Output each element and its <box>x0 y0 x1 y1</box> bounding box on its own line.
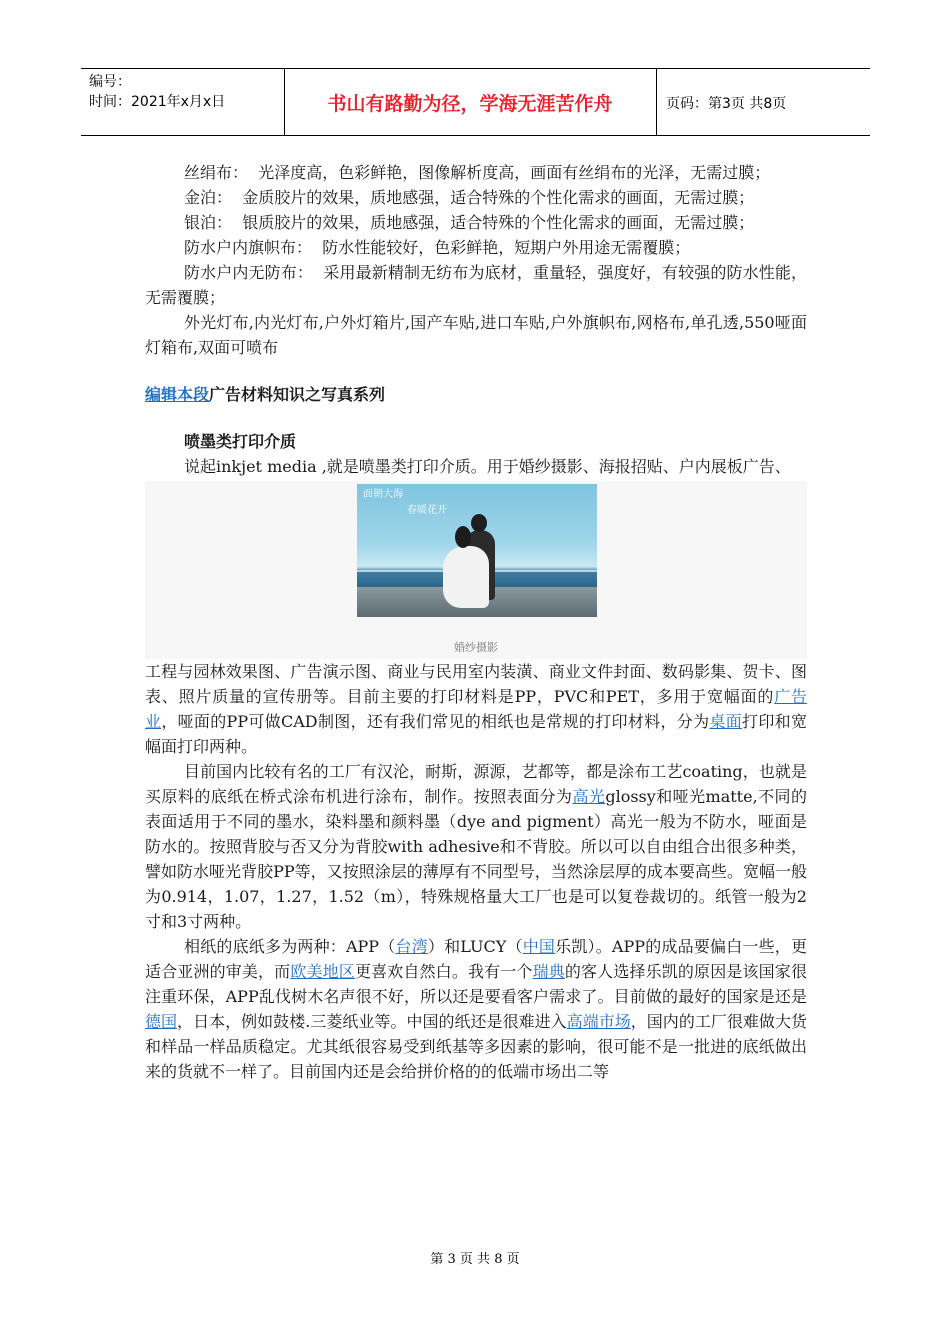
material-label: 金泊： <box>184 188 233 207</box>
material-label: 丝绢布： <box>184 163 249 182</box>
material-description: 光泽度高，色彩鲜艳，图像解析度高，画面有丝绢布的光泽，无需过膜； <box>258 163 771 182</box>
material-label: 防水户内无防布： <box>184 263 313 282</box>
photo-overlay-text: 面朝大海 <box>363 489 403 500</box>
body-paragraph: 目前国内比较有名的工厂有汉沦，耐斯，源源，艺都等，都是涂布工艺coating，也就是买原料的底纸在桥式涂布机进行涂布，制作。按照表面分为高光glossy和哑光matte,不同的表面适用于不同的墨水，染料墨和颜料墨（dye and pigment）高光一般为不防水，哑面是防水的。按照背胶与否又分为背胶with adhesive和不背胶。所以可以自由组合出很多种类，譬如防水哑光背胶PP等，又按照涂层的薄厚有不同型号，当然涂层厚的成本要高些。宽幅一般为0.914，1.07，1.27，1.52（m），特殊规格量大工厂也是可以复卷裁切的。纸管一般为2寸和3寸两种。 <box>145 762 807 931</box>
section-heading <box>145 382 807 407</box>
material-description: 采用最新精制无纺布为底材，重量轻，强度好，有较强的防水性能，无需覆膜； <box>145 263 807 307</box>
material-label: 银泊： <box>184 213 233 232</box>
material-paragraph <box>145 185 807 210</box>
material-label: 防水户内旗帜布： <box>184 238 313 257</box>
document-time-label: 时间：2021年x月x日 <box>89 94 226 110</box>
section-title: 广告材料知识之写真系列 <box>209 385 386 404</box>
link-taiwan[interactable]: 台湾 <box>395 937 428 956</box>
header-page-number: 页码：第3页 共8页 <box>666 96 787 112</box>
document-number-label: 编号： <box>89 74 131 90</box>
wedding-photo <box>357 484 597 617</box>
material-paragraph <box>145 210 807 235</box>
link-sweden[interactable]: 瑞典 <box>532 962 565 981</box>
material-description: 防水性能较好，色彩鲜艳，短期户外用途无需覆膜； <box>322 238 691 257</box>
link-germany[interactable]: 德国 <box>145 1012 178 1031</box>
photo-caption: 婚纱摄影 <box>454 641 498 654</box>
link-china[interactable]: 中国 <box>522 937 556 956</box>
material-paragraph <box>145 160 807 185</box>
material-description: 银质胶片的效果，质地感强，适合特殊的个性化需求的画面，无需过膜； <box>242 213 755 232</box>
link-high-end-market[interactable]: 高端市场 <box>566 1012 631 1031</box>
header-motto: 书山有路勤为径，学海无涯苦作舟 <box>327 92 613 115</box>
material-list-paragraph: 外光灯布,内光灯布,户外灯箱片,国产车贴,进口车贴,户外旗帜布,网格布,单孔透,550哑面灯箱布,双面可喷布 <box>145 313 807 357</box>
link-desktop[interactable]: 桌面 <box>709 712 743 731</box>
link-europe-america[interactable]: 欧美地区 <box>290 962 355 981</box>
subsection-heading: 喷墨类打印介质 <box>184 432 297 451</box>
photo-overlay-text: 春暖花开 <box>407 505 447 516</box>
body-paragraph: 相纸的底纸多为两种：APP（台湾）和LUCY（中国乐凯）。APP的成品要偏白一些，更适合亚洲的审美，而欧美地区更喜欢自然白。我有一个瑞典的客人选择乐凯的原因是该国家很注重环保，APP乱伐树木名声很不好，所以还是要看客户需求了。目前做的最好的国家是还是德国，日本，例如鼓楼.三菱纸业等。中国的纸还是很难进入高端市场，国内的工厂很难做大货和样品一样品质稳定。尤其纸很容易受到纸基等多因素的影响，很可能不是一批进的底纸做出来的货就不一样了。目前国内还是会给拼价格的的低端市场出二等 <box>145 937 807 1081</box>
material-paragraph <box>145 260 807 310</box>
edit-section-link[interactable]: 编辑本段 <box>145 385 210 404</box>
page-footer: 第 3 页 共 8 页 <box>430 1252 520 1267</box>
header-divider <box>656 69 657 135</box>
material-description: 金质胶片的效果，质地感强，适合特殊的个性化需求的画面，无需过膜； <box>242 188 755 207</box>
material-paragraph <box>145 235 807 260</box>
header-meta <box>89 72 225 112</box>
link-glossy[interactable]: 高光 <box>572 787 606 806</box>
header-table <box>81 68 870 136</box>
document-body <box>145 160 807 1084</box>
body-paragraph: 工程与园林效果图、广告演示图、商业与民用室内装潢、商业文件封面、数码影集、贺卡、图表、照片质量的宣传册等。目前主要的打印材料是PP，PVC和PET，多用于宽幅面的广告业，哑面的PP可做CAD制图，还有我们常见的相纸也是常规的打印材料，分为桌面打印和宽幅面打印两种。 <box>145 662 807 756</box>
wedding-photo-figure <box>145 481 807 659</box>
intro-paragraph: 说起inkjet media ,就是喷墨类打印介质。用于婚纱摄影、海报招贴、户内展板广告、 <box>184 457 791 476</box>
link-advertising-industry[interactable]: 广告业 <box>145 687 807 731</box>
